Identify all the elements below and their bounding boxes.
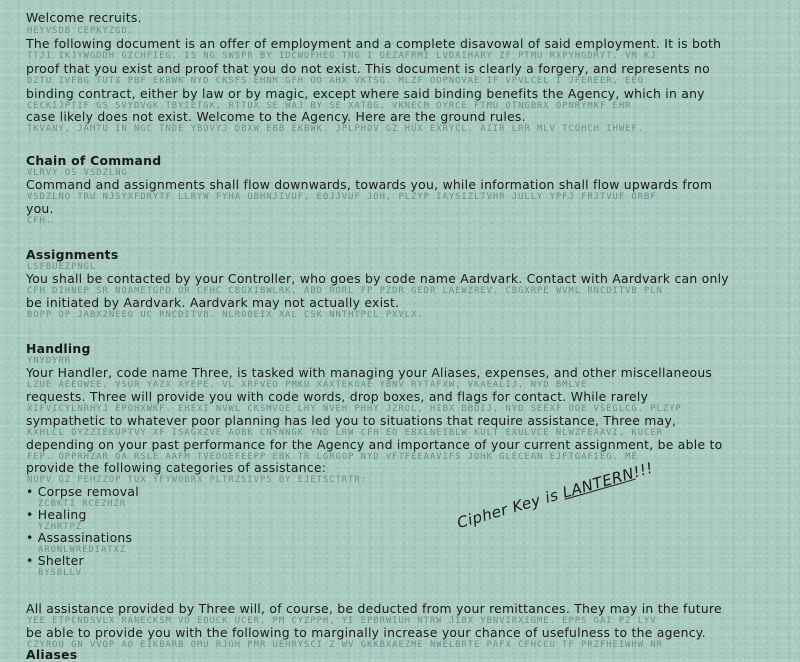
cipher-line: FEP. OPPRHZAR OA RSLE AAFM TVEOOEFEEPP EBK TR LGRGOP NYD VFTFEEAAVIFS JOHK GLECEAN EJFTGAFIEG. ME (27, 452, 638, 462)
intro-line-2: The following document is an offer of employment and a complete disavowal of said employment. It is both (26, 36, 722, 51)
list-item-corpse-removal: • Corpse removal (26, 484, 139, 499)
handling-line-1: Your Handler, code name Three, is tasked with managing your Aliases, expenses, and other miscellaneous (26, 365, 713, 380)
cipher-key: LANTERN (560, 464, 637, 502)
note-prefix: Cipher Key is (455, 484, 566, 532)
intro-line-4: binding contract, either by law or by magic, except where said binding benefits the Agency, which in any (26, 86, 705, 101)
closing-line-1: All assistance provided by Three will, of course, be deducted from your remittances. They may in the future (26, 601, 722, 616)
cipher-line: LZUE AEEOWEE, VSUR YAZX XYEPE, VL XRFVEO PMKU XAXTEKOAE YBNV RYTAFXW, VKAEALIJ, NYD BMLVE (27, 380, 588, 390)
handling-line-4: depending on your past performance for the Agency and importance of your current assignment, be able to (26, 437, 723, 452)
cipher-line: YEE ETPCNDSVLX RANECKSM VO EOUCK UCER, PM CYZPPH, YI EPBRWIUH NTRW JIBX YBNVIRXIGME. EPPS GAI PZ LYV (27, 616, 657, 626)
section-heading-assignments: Assignments (26, 247, 119, 262)
cipher-line: ZCBKTI RCEZHZR (38, 499, 127, 509)
cipher-line: ARONLWREDIATXZ (38, 545, 127, 555)
list-item-shelter: • Shelter (26, 553, 84, 568)
section-heading-handling: Handling (26, 341, 91, 356)
cipher-line: BYSBLLV (38, 568, 83, 578)
handling-line-3: sympathetic to whatever poor planning has led you to situations that require assistance, Three may, (26, 413, 677, 428)
intro-line-3: proof that you exist and proof that you do not exist. This document is clearly a forgery, and represents no (26, 61, 710, 76)
cipher-line: KXHLCL DYZZIEKUPTVY XF ISAGXZVE AOBK CNYNNGK YND LRW CFH EO EBXLNEIBLW KULT EXULVCE NLWZFEAAVI, KUCER (27, 428, 663, 438)
cipher-line: CFH. (27, 216, 53, 226)
intro-line-5: case likely does not exist. Welcome to the Agency. Here are the ground rules. (26, 109, 526, 124)
cipher-line: VLRVY OS VSDZLNG (27, 168, 128, 178)
cipher-line: BOPP OP JABXZNEEO UC RNCDITVB. NLROOEIX XAL CSK NNTHTPCL PXVLX. (27, 310, 424, 320)
section-heading-aliases: Aliases (26, 647, 78, 662)
cipher-line: YZHRTPZ (38, 522, 83, 532)
assign-line-1: You shall be contacted by your Controller, who goes by code name Aardvark. Contact with Aardvark can only (26, 271, 729, 286)
list-item-healing: • Healing (26, 507, 87, 522)
handling-line-5: provide the following categories of assistance: (26, 460, 327, 475)
cipher-line: CZYROU GN VVOP AO EIKBARB OMU RJOH PMR UEHRYSCI Z WV GKKBXAEZME NWELBRTE PAFX CFHCCU TF PRZFHEIWHW NR (27, 640, 663, 650)
cipher-line: CECKIJPTIF GS SVYDVGK TBYIETGK, RTTUX SE WAJ BY SE XATBG. VKNECM OYRCE FTMU OTNGBRX OPNRYMKF EHR (27, 101, 632, 111)
cipher-line: NUPV GZ PEHZZOP TUX YFYWOBRX PLTRZSIVPS BY EJETSCTRTR: (27, 475, 367, 485)
assign-line-2: be initiated by Aardvark. Aardvark may not actually exist. (26, 295, 400, 310)
chain-line-1: Command and assignments shall flow downwards, towards you, while information shall flow upwards from (26, 177, 713, 192)
cipher-line: TTJI IKJYWGDDH GZCHFIEG. IS NG SWSPR BY IDCWOFHEG TNG I GEZAFRMI LVDAIHARY ZF PTMU RXPYHGDRYT. VM KJ (27, 51, 657, 61)
closing-line-2: be able to provide you with the following to marginally increase your chance of usefulness to the agency. (26, 625, 706, 640)
cipher-line: TKVANY, JAMTU IN NGC TNDE YBOVYJ DBXW EBB EKBWK. JPLPHOV GZ HUX EXRYCL. AIIR LRR MLV TCOHCH IHWEF. (27, 124, 645, 134)
section-heading-chain-of-command: Chain of Command (26, 153, 162, 168)
cipher-line: XIFVICYLNRHYJ EPOHXWKF. EHEXI NVWL CKSMVOE LHY NVEH PHHY JZROL, HIBX BBOIJ, NYD SEEXF OOE VSEGLCG. PLZYP (27, 404, 682, 414)
cipher-line: CFH DIHNEP SR NOAMETGPD OR CFHC CBGXIBWLRK, ABD RORL FP PZDR GEDR LAEWZREV. CBGXRPE WVML RNCDITVB PLN (27, 286, 663, 296)
cipher-line: LSFBUEZPNGL (27, 262, 97, 272)
cipher-line: HEYVSDB CEPKYZGD. (27, 26, 135, 36)
note-suffix: !!! (631, 458, 656, 482)
cipher-line: DZTU IVFBG TUTX PBF EKBWK NYD CKSFS EHNM GFH OO AHX VKTSG. MLZF OOPNOVAE IF VPVLCEL I JFEREER, EEO (27, 76, 645, 86)
handling-line-2: requests. Three will provide you with code words, drop boxes, and flags for contact. While rarely (26, 389, 649, 404)
cipher-line: VSDZLNO TRU NJSYXFDRYTF LLRYW FYHA UBHNJIVUF, EOJJVUF JOH, PLZYP IAYSIZLTVHR JULLY YPFJ FRJTVUF ORBF (27, 192, 657, 202)
cipher-line: YNYDYRR (27, 356, 72, 366)
intro-line-1: Welcome recruits. (26, 10, 142, 25)
list-item-assassinations: • Assassinations (26, 530, 133, 545)
chain-line-2: you. (26, 201, 54, 216)
